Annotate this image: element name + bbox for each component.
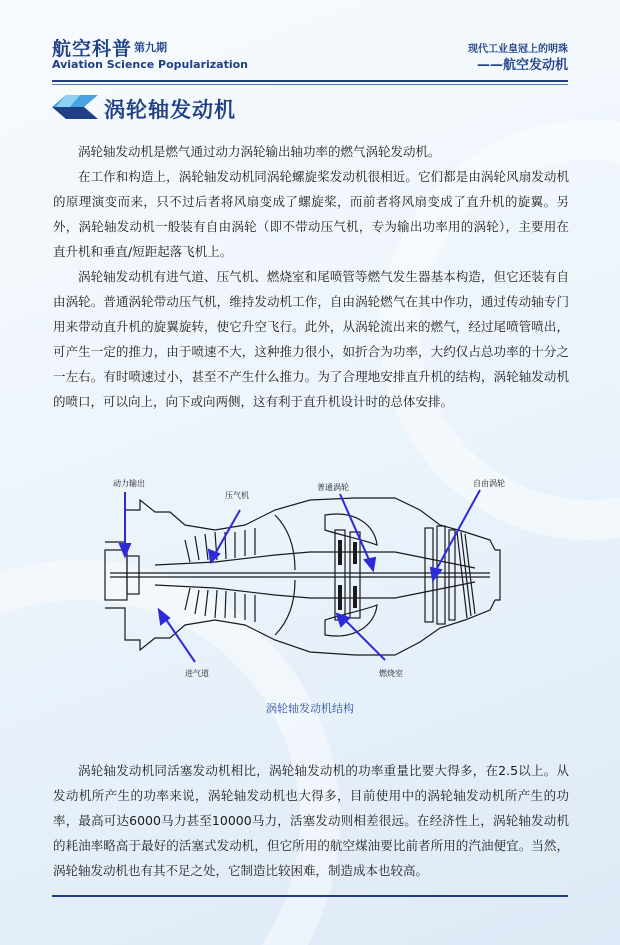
label-power-output: 动力输出 [113,479,145,488]
paragraph: 在工作和构造上，涡轮轴发动机同涡轮螺旋桨发动机很相近。它们都是由涡轮风扇发动机的原理演变而来，只不过后者将风扇变成了螺旋桨，而前者将风扇变成了直升机的旋翼。另外，涡轮轴发动机一般装有自由涡轮（即不带动压气机，专为输出功率用的涡轮），主要用在直升机和垂直/短距起落飞机上。 [53,169,569,259]
magazine-title-en: Aviation Science Popularization [52,58,249,71]
label-normal-turbine: 普通涡轮 [317,483,349,492]
page-header [52,34,568,78]
magazine-issue: 第九期 [134,41,167,54]
series-title-line2: ——航空发动机 [476,58,568,73]
engine-diagram [95,470,525,685]
label-free-turbine: 自由涡轮 [473,479,505,488]
label-inlet: 进气道 [185,669,209,678]
footer-divider [52,895,568,897]
engine-cross-section [95,470,525,685]
series-title-line1: 现代工业皇冠上的明珠 [468,44,568,55]
paragraph: 涡轮轴发动机有进气道、压气机、燃烧室和尾喷管等燃气发生器基本构造，但它还装有自由涡轮。普通涡轮带动压气机，维持发动机工作，自由涡轮燃气在其中作功，通过传动轴专门用来带动直升机的旋翼旋转，使它升空飞行。此外，从涡轮流出来的燃气，经过尾喷管喷出，可产生一定的推力，由于喷速不大，这种推力很小，如折合为功率，大约仅占总功率的十分之一左右。有时喷速过小，甚至不产生什么推力。为了合理地安排直升机的结构，涡轮轴发动机的喷口，可以向上，向下或向两侧，这有利于直升机设计时的总体安排。 [53,269,569,409]
section-title: 涡轮轴发动机 [104,98,236,122]
label-compressor: 压气机 [225,491,249,500]
section-heading [52,92,568,122]
header-divider [52,80,568,82]
paragraph: 涡轮轴发动机同活塞发动机相比，涡轮轴发动机的功率重量比要大得多，在2.5以上。从发动机所产生的功率来说，涡轮轴发动机也大得多，目前使用中的涡轮轴发动机所产生的功率，最高可达6000马力甚至10000马力，活塞发动则相差很远。在经济性上，涡轮轴发动机的耗油率略高于最好的活塞式发动机，但它所用的航空煤油要比前者所用的汽油便宜。当然，涡轮轴发动机也有其不足之处，它制造比较困难，制造成本也较高。 [53,763,569,878]
magazine-title: 航空科普 [52,38,133,60]
header-divider-thin [52,84,568,85]
figure-caption: 涡轮轴发动机结构 [266,702,354,715]
paragraph: 涡轮轴发动机是燃气通过动力涡轮输出轴功率的燃气涡轮发动机。 [78,144,441,159]
section-chevron-icon [52,92,100,122]
label-combustor: 燃烧室 [379,669,403,678]
